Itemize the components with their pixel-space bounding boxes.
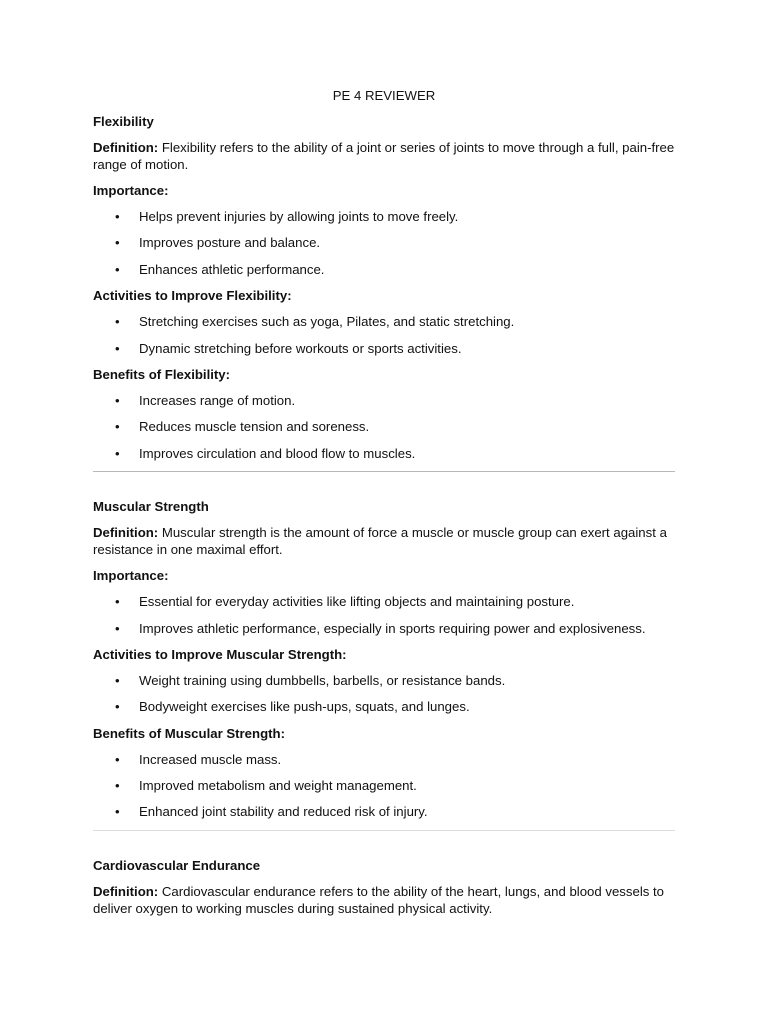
list-item [93,672,675,689]
benefits-heading: Benefits of Flexibility: [93,366,231,382]
bullet-icon: • [115,235,120,251]
list-item [93,751,675,768]
activities-list [93,672,675,715]
definition-text: Muscular strength is the amount of force a muscle or muscle group can exert against a resistance in one maximal effort. [93,525,667,558]
definition-label: Definition: [93,883,159,899]
list-item [93,234,675,251]
list-item [93,418,675,435]
definition-text: Flexibility refers to the ability of a joint or series of joints to move through a full, pain-free range of motion. [93,140,675,172]
list-item-text: Essential for everyday activities like lifting objects and maintaining posture. [139,594,575,610]
section-heading: Cardiovascular Endurance [93,857,261,873]
section-heading: Flexibility [93,114,154,129]
activities-list [93,313,675,356]
benefits-list [93,751,675,821]
document-title: PE 4 REVIEWER [332,88,436,103]
section-divider [93,471,675,472]
list-item [93,698,675,715]
bullet-icon: • [115,620,120,636]
bullet-icon: • [115,209,120,224]
benefits-list [93,392,675,462]
list-item-text: Reduces muscle tension and soreness. [139,419,370,435]
importance-list [93,208,675,278]
importance-list [93,593,675,636]
bullet-icon: • [115,778,120,794]
list-item [93,313,675,330]
list-item-text: Dynamic stretching before workouts or sports activities. [139,340,462,356]
bullet-icon: • [115,419,120,435]
definition-label: Definition: [93,525,159,541]
list-item-text: Improves circulation and blood flow to muscles. [139,445,416,461]
importance-heading: Importance: [93,568,169,584]
section-muscular-strength [93,498,675,820]
benefits-heading: Benefits of Muscular Strength: [93,725,285,741]
list-item-text: Improves posture and balance. [139,235,321,251]
list-item [93,340,675,357]
bullet-icon: • [115,804,120,820]
bullet-icon: • [115,392,120,408]
bullet-icon: • [115,314,120,330]
list-item [93,261,675,278]
section-flexibility [93,113,675,462]
list-item-text: Improves athletic performance, especially in sports requiring power and explosiveness. [139,620,646,636]
importance-heading: Importance: [93,183,169,198]
bullet-icon: • [115,594,120,610]
bullet-icon: • [115,751,120,767]
list-item-text: Weight training using dumbbells, barbells, or resistance bands. [139,672,506,688]
bullet-icon: • [115,445,120,461]
list-item-text: Increases range of motion. [139,392,296,408]
activities-heading: Activities to Improve Muscular Strength: [93,646,347,662]
list-item [93,208,675,225]
list-item-text: Enhances athletic performance. [139,261,325,277]
list-item [93,620,675,637]
list-item [93,593,675,610]
bullet-icon: • [115,261,120,277]
list-item-text: Improved metabolism and weight management. [139,778,417,794]
activities-heading: Activities to Improve Flexibility: [93,288,292,304]
definition-paragraph [93,139,675,173]
section-cardiovascular-endurance [93,857,675,917]
bullet-icon: • [115,699,120,715]
list-item-text: Stretching exercises such as yoga, Pilates, and static stretching. [139,314,515,330]
list-item [93,803,675,820]
list-item-text: Increased muscle mass. [139,751,282,767]
list-item-text: Enhanced joint stability and reduced risk of injury. [139,804,428,820]
document-page [93,87,675,926]
list-item [93,445,675,462]
definition-paragraph [93,883,675,917]
section-heading: Muscular Strength [93,499,209,515]
definition-text: Cardiovascular endurance refers to the ability of the heart, lungs, and blood vessels to deliver oxygen to working muscles during sustained physical activity. [93,883,665,916]
list-item [93,392,675,409]
list-item [93,777,675,794]
definition-paragraph [93,524,675,558]
section-divider [93,830,675,831]
bullet-icon: • [115,672,120,688]
bullet-icon: • [115,340,120,356]
list-item-text: Bodyweight exercises like push-ups, squats, and lunges. [139,699,470,715]
definition-label: Definition: [93,140,159,155]
list-item-text: Helps prevent injuries by allowing joints to move freely. [139,209,459,224]
